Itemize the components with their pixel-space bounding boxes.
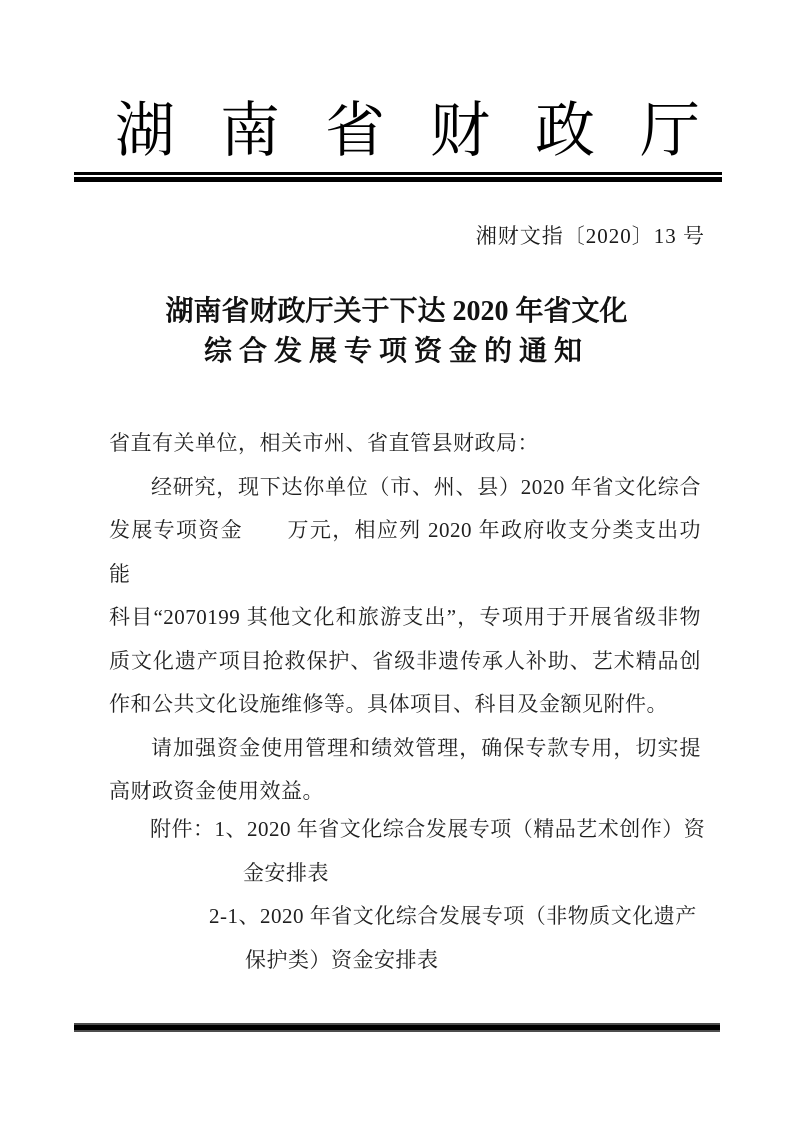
attachment-line-4: 保护类）资金安排表 [245, 947, 439, 972]
paragraph-2-line-1: 请加强资金使用管理和绩效管理，确保专款专用，切实提 [151, 735, 701, 760]
paragraph-2-line-2: 高财政资金使用效益。 [109, 779, 324, 803]
salutation-line: 省直有关单位，相关市州、省直管县财政局： [109, 431, 539, 455]
footer-rule [74, 1023, 720, 1032]
paragraph-1-line-1: 经研究，现下达你单位（市、州、县）2020 年省文化综合 [151, 474, 701, 499]
document-reference-number: 湘财文指〔2020〕13 号 [475, 224, 705, 248]
letterhead-agency-name: 湖南省财政厅 [115, 98, 745, 164]
document-title-line-1: 湖南省财政厅关于下达 2020 年省文化 [165, 296, 628, 327]
paragraph-1-line-3: 科目“2070199 其他文化和旅游支出”，专项用于开展省级非物 [109, 605, 701, 629]
paragraph-1-line-2: 发展专项资金 万元，相应列 2020 年政府收支分类支出功能 [109, 518, 701, 586]
document-body [109, 422, 701, 814]
attachment-line-1: 附件：1、2020 年省文化综合发展专项（精品艺术创作）资 [150, 817, 706, 841]
attachment-line-3: 2-1、2020 年省文化综合发展专项（非物质文化遗产 [209, 904, 697, 928]
header-double-rule [74, 172, 722, 182]
paragraph-1-line-5: 作和公共文化设施维修等。具体项目、科目及金额见附件。 [109, 692, 668, 716]
paragraph-1-line-4: 质文化遗产项目抢救保护、省级非遗传承人补助、艺术精品创 [109, 648, 701, 673]
document-title [0, 292, 793, 372]
document-title-line-2: 综合发展专项资金的通知 [203, 336, 589, 367]
attachment-line-2: 金安排表 [243, 860, 329, 885]
attachment-list [109, 808, 729, 982]
